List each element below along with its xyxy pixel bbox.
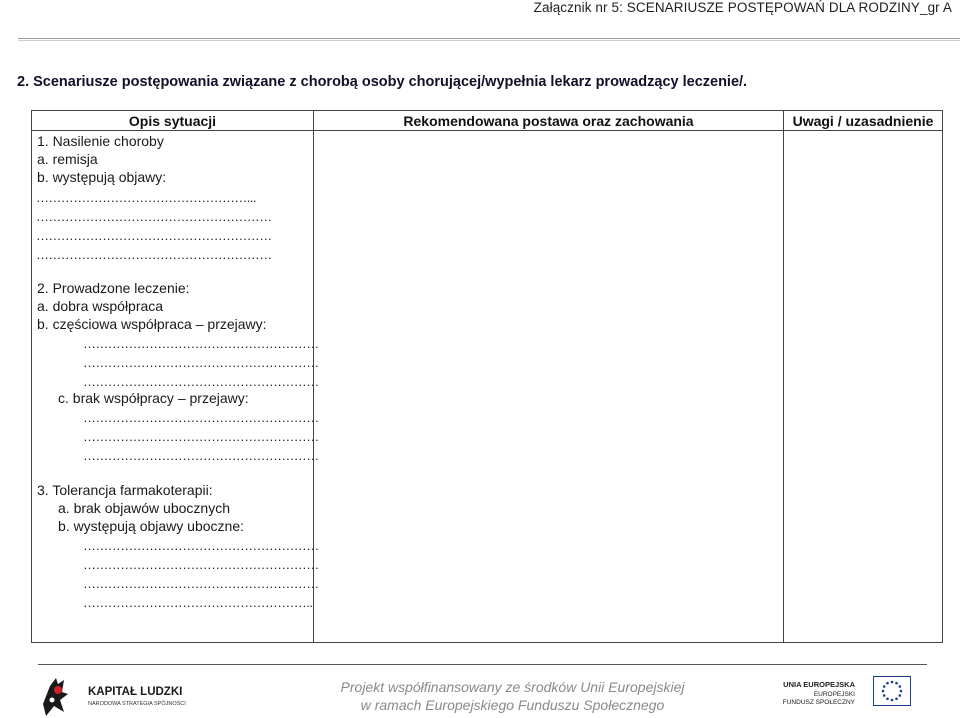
recommended-behavior-cell[interactable] <box>314 131 784 643</box>
item-3b-label: b. występują objawy uboczne: <box>58 518 244 534</box>
header-remarks: Uwagi / uzasadnienie <box>784 111 943 131</box>
kapital-ludzki-emblem-icon <box>40 674 70 718</box>
fill-line: ………………………………………………… <box>83 410 319 425</box>
item-1a-label: a. remisja <box>37 151 98 167</box>
fill-line: ………………………………………………… <box>83 336 319 351</box>
footer-cofinancing-line2: w ramach Europejskiego Funduszu Społecznego <box>360 697 665 713</box>
eu-social-fund-logo <box>782 673 915 717</box>
fill-line: ………………………………………………… <box>83 448 319 463</box>
item-2-label: 2. Prowadzone leczenie: <box>37 280 190 296</box>
item-2c-label: c. brak współpracy – przejawy: <box>58 390 249 406</box>
fill-line: ………………………………………………… <box>83 429 319 444</box>
fill-line: ………………………………………………… <box>36 247 272 262</box>
item-2b-label: b. częściowa współpraca – przejawy: <box>37 316 267 332</box>
header-divider-secondary <box>18 40 960 41</box>
document-header: Załącznik nr 5: SCENARIUSZE POSTĘPOWAŃ DLA RODZINY_gr A <box>533 0 952 15</box>
item-3-label: 3. Tolerancja farmakoterapii: <box>37 482 213 498</box>
item-1-label: 1. Nasilenie choroby <box>37 133 164 149</box>
situation-cell <box>32 131 319 643</box>
fill-line: ………………………………………………… <box>36 228 272 243</box>
section-title: 2. Scenariusze postępowania związane z chorobą osoby chorującej/wypełnia lekarz prowadzący leczenie/. <box>17 74 748 90</box>
fill-line: ………………………………………………… <box>83 355 319 370</box>
remarks-cell[interactable] <box>784 131 943 643</box>
footer-cofinancing-line1: Projekt współfinansowany ze środków Unii Europejskiej <box>340 679 685 695</box>
eu-logo-line2: EUROPEJSKI <box>813 691 855 698</box>
fill-line: ………………………………………………… <box>36 209 272 224</box>
fill-line: ………………………………………………… <box>83 576 319 591</box>
eu-logo-line3: FUNDUSZ SPOŁECZNY <box>782 699 855 706</box>
fill-line: ………………………………………………… <box>83 374 319 389</box>
header-divider <box>18 38 960 39</box>
fill-line: ………………………………………………… <box>83 557 319 572</box>
item-3a-label: a. brak objawów ubocznych <box>58 500 230 516</box>
eu-flag-icon <box>873 676 911 706</box>
fill-line: ……………………………………………... <box>36 190 256 205</box>
item-1b-label: b. występują objawy: <box>37 169 167 185</box>
kapital-ludzki-subtitle: NARODOWA STRATEGIA SPÓJNOŚCI <box>88 701 186 707</box>
scenario-table <box>31 110 943 643</box>
kapital-ludzki-logo <box>40 674 190 718</box>
header-situation: Opis sytuacji <box>32 111 314 131</box>
item-2a-label: a. dobra współpraca <box>37 298 164 314</box>
fill-line: ………………………………………………… <box>83 538 319 553</box>
fill-line: ……………………………………………….. <box>83 595 313 610</box>
eu-logo-title: UNIA EUROPEJSKA <box>783 680 855 689</box>
footer-divider <box>38 664 927 665</box>
kapital-ludzki-title: KAPITAŁ LUDZKI <box>88 686 183 698</box>
header-recommended-behavior: Rekomendowana postawa oraz zachowania <box>314 111 784 131</box>
